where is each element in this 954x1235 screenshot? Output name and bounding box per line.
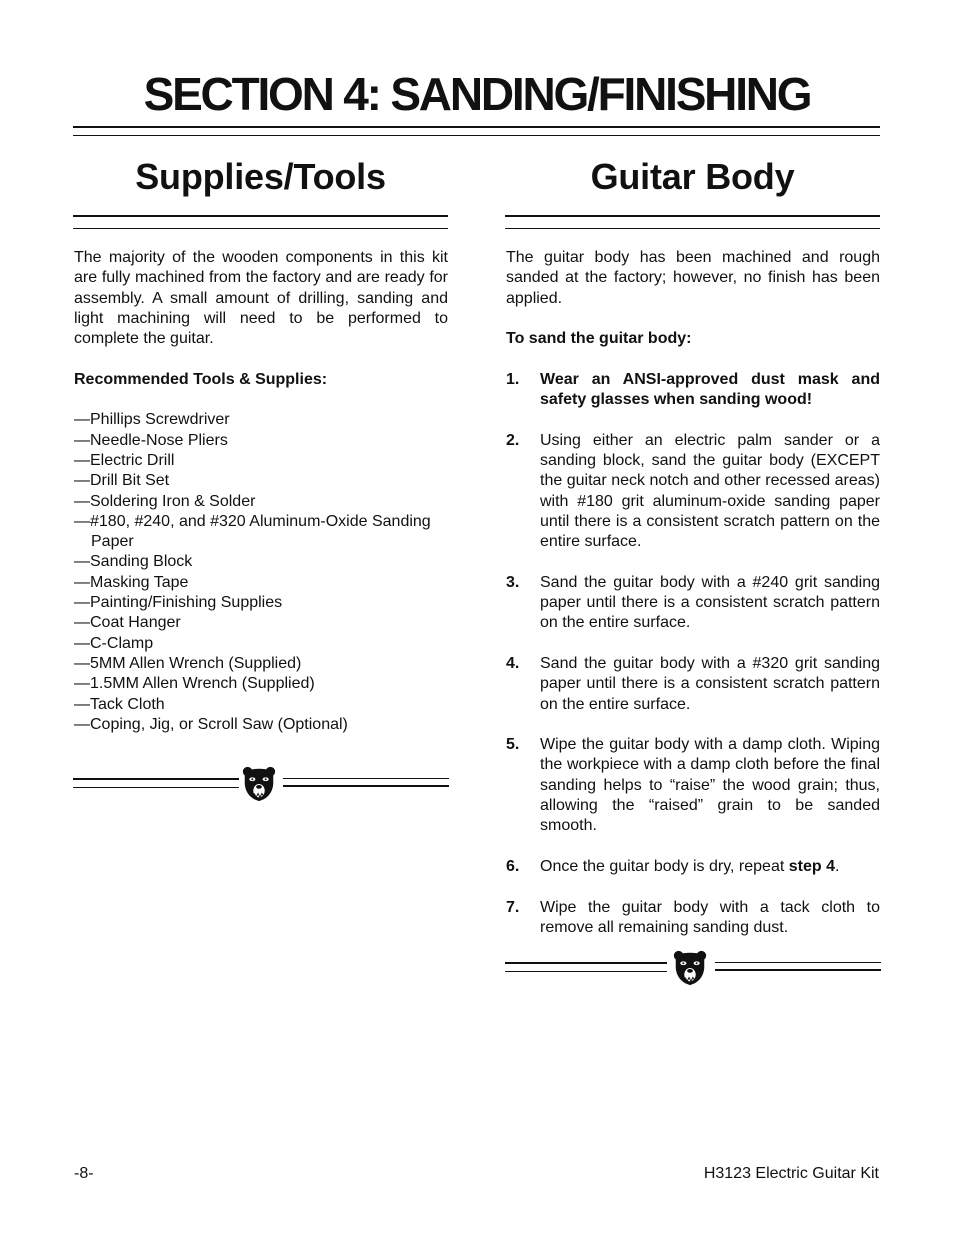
- list-item: —Sanding Block: [74, 553, 193, 571]
- procedure-heading: To sand the guitar body:: [506, 330, 692, 348]
- tools-heading: Recommended Tools & Supplies:: [74, 370, 328, 388]
- list-item: [506, 431, 880, 553]
- section-rule-thin: [73, 135, 880, 136]
- list-item: —Coping, Jig, or Scroll Saw (Optional): [74, 715, 348, 733]
- list-item: —Phillips Screwdriver: [74, 411, 230, 429]
- step-number: 2.: [506, 431, 520, 449]
- step-number: 5.: [506, 736, 520, 754]
- list-item: —Soldering Iron & Solder: [74, 492, 256, 510]
- step-text: Wear an ANSI-approved dust mask and safety glasses when sanding wood!: [540, 370, 880, 409]
- guitar-body-heading: Guitar Body: [590, 156, 795, 197]
- list-item: [506, 857, 880, 877]
- step-number: 1.: [506, 370, 520, 388]
- step-text-after: .: [834, 857, 840, 875]
- list-item: [506, 573, 880, 634]
- list-item: —C-Clamp: [74, 634, 154, 652]
- bear-head-icon: [671, 948, 709, 988]
- guitar-heading-rule-thin: [505, 228, 880, 229]
- list-item: [506, 898, 880, 939]
- step-number: 3.: [506, 573, 520, 591]
- step-text: [540, 857, 880, 877]
- guitar-body-end-divider: [505, 948, 881, 988]
- supplies-heading-rule-thin: [73, 228, 448, 229]
- step-text: Wipe the guitar body with a damp cloth. Wiping the workpiece with a damp cloth before the final sanding helps to “raise” the wood grain; thus, allowing the “raised” grain to be sanded smooth.: [540, 736, 880, 835]
- step-text: Wipe the guitar body with a tack cloth to remove all remaining sanding dust.: [540, 898, 880, 936]
- footer-doc-title: H3123 Electric Guitar Kit: [703, 1165, 879, 1182]
- step-number: 7.: [506, 898, 520, 916]
- supplies-tools-heading: Supplies/Tools: [135, 156, 386, 197]
- list-item: —5MM Allen Wrench (Supplied): [74, 654, 302, 672]
- supplies-column: [74, 248, 448, 735]
- list-item: —Coat Hanger: [74, 614, 181, 632]
- step-reference: step 4: [788, 857, 835, 875]
- list-item: [506, 370, 880, 411]
- step-number: 4.: [506, 654, 520, 672]
- tools-list: [74, 410, 448, 735]
- list-item: —Needle-Nose Pliers: [74, 431, 228, 449]
- step-text: Using either an electric palm sander or a sanding block, sand the guitar body (EXCEPT the guitar neck notch and other recessed areas) with #180 grit aluminum-oxide sanding paper until there is a consistent scratch pattern on the entire surface.: [540, 431, 880, 551]
- list-item: —Drill Bit Set: [74, 472, 170, 490]
- sanding-steps: [506, 370, 880, 938]
- supplies-heading-rule: [73, 215, 448, 217]
- list-item: —Masking Tape: [74, 573, 189, 591]
- page-number: -8-: [74, 1165, 94, 1182]
- list-item: —Electric Drill: [74, 451, 175, 469]
- list-item: —Painting/Finishing Supplies: [74, 594, 283, 612]
- step-text: Sand the guitar body with a #240 grit sanding paper until there is a consistent scratch pattern on the entire surface.: [540, 573, 880, 632]
- guitar-body-intro: The guitar body has been machined and rough sanded at the factory; however, no finish has been applied.: [506, 249, 880, 307]
- section-title: SECTION 4: SANDING/FINISHING: [143, 68, 811, 120]
- step-number: 6.: [506, 857, 520, 875]
- step-text: Sand the guitar body with a #320 grit sanding paper until there is a consistent scratch pattern on the entire surface.: [540, 654, 880, 713]
- list-item: —#180, #240, and #320 Aluminum-Oxide Sanding Paper: [74, 512, 431, 551]
- list-item: [506, 654, 880, 715]
- step-text-before: Once the guitar body is dry, repeat: [540, 857, 789, 875]
- guitar-body-column: [506, 248, 880, 958]
- list-item: [506, 735, 880, 836]
- bear-head-icon: [240, 764, 278, 804]
- list-item: —1.5MM Allen Wrench (Supplied): [74, 675, 315, 693]
- supplies-intro: The majority of the wooden components in this kit are fully machined from the factory and are ready for assembly. A small amount of drilling, sanding and light machining will need to be performed to complete the guitar.: [74, 249, 448, 348]
- supplies-end-divider: [73, 764, 449, 804]
- section-rule: [73, 126, 880, 128]
- guitar-heading-rule: [505, 215, 880, 217]
- list-item: —Tack Cloth: [74, 695, 165, 713]
